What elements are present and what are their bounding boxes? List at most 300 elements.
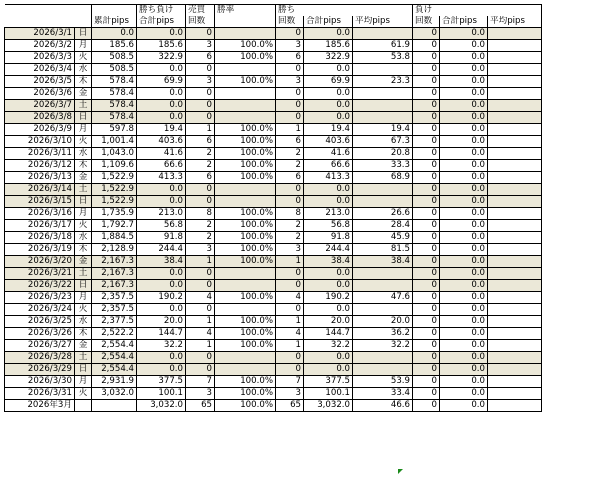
cell-net-pips[interactable]: 377.5 — [137, 376, 186, 388]
cell-loss-count[interactable]: 0 — [413, 124, 440, 136]
header-loss-group[interactable]: 負け — [413, 5, 440, 17]
cell-win-avg[interactable]: 45.9 — [353, 232, 413, 244]
cell-win-count[interactable]: 8 — [276, 208, 304, 220]
cell-win-count[interactable]: 0 — [276, 184, 304, 196]
cell-loss-total[interactable]: 0.0 — [440, 244, 488, 256]
cell-win-count[interactable]: 0 — [276, 88, 304, 100]
cell-loss-total[interactable]: 0.0 — [440, 316, 488, 328]
cell-loss-avg[interactable] — [488, 100, 542, 112]
cell-win-total[interactable]: 32.2 — [304, 340, 353, 352]
header-win-total-pips[interactable]: 合計pips — [304, 16, 353, 28]
cell-win-count[interactable]: 0 — [276, 280, 304, 292]
cell-weekday[interactable]: 水 — [75, 148, 92, 160]
cell-win-count[interactable]: 1 — [276, 316, 304, 328]
cell-winrate[interactable]: 100.0% — [215, 220, 276, 232]
cell-net-pips[interactable]: 32.2 — [137, 340, 186, 352]
cell-win-avg[interactable]: 33.4 — [353, 388, 413, 400]
cell-loss-avg[interactable] — [488, 64, 542, 76]
cell-win-total[interactable]: 0.0 — [304, 364, 353, 376]
cell-date[interactable]: 2026/3/24 — [5, 304, 75, 316]
cell-loss-total[interactable]: 0.0 — [440, 352, 488, 364]
cell-loss-total[interactable]: 0.0 — [440, 292, 488, 304]
cell-cum-pips[interactable]: 185.6 — [92, 40, 137, 52]
cell-trades[interactable]: 0 — [186, 268, 215, 280]
cell-loss-total[interactable]: 0.0 — [440, 172, 488, 184]
cell-loss-count[interactable]: 0 — [413, 340, 440, 352]
cell-win-total[interactable]: 69.9 — [304, 76, 353, 88]
cell-cum-pips[interactable]: 2,167.3 — [92, 256, 137, 268]
cell-net-pips[interactable]: 0.0 — [137, 304, 186, 316]
cell-win-total[interactable]: 41.6 — [304, 148, 353, 160]
cell-trades[interactable]: 3 — [186, 388, 215, 400]
cell-trades[interactable]: 3 — [186, 76, 215, 88]
cell-loss-total[interactable]: 0.0 — [440, 220, 488, 232]
cell-trades[interactable]: 0 — [186, 304, 215, 316]
cell-loss-avg[interactable] — [488, 280, 542, 292]
cell-loss-count[interactable]: 0 — [413, 148, 440, 160]
cell-net-pips[interactable]: 413.3 — [137, 172, 186, 184]
cell-winrate[interactable] — [215, 28, 276, 40]
cell-win-total[interactable]: 144.7 — [304, 328, 353, 340]
cell-date[interactable]: 2026/3/10 — [5, 136, 75, 148]
cell-date[interactable]: 2026/3/9 — [5, 124, 75, 136]
cell-net-pips[interactable]: 0.0 — [137, 184, 186, 196]
cell-win-avg[interactable]: 26.6 — [353, 208, 413, 220]
cell-win-count[interactable]: 3 — [276, 244, 304, 256]
cell-loss-total[interactable]: 0.0 — [440, 340, 488, 352]
cell-winrate[interactable] — [215, 88, 276, 100]
cell-net-pips[interactable]: 66.6 — [137, 160, 186, 172]
cell-net-pips[interactable]: 38.4 — [137, 256, 186, 268]
cell-date[interactable]: 2026/3/18 — [5, 232, 75, 244]
cell-win-count[interactable]: 0 — [276, 112, 304, 124]
cell-win-avg[interactable] — [353, 196, 413, 208]
cell-loss-count[interactable]: 0 — [413, 292, 440, 304]
cell-winrate[interactable]: 100.0% — [215, 148, 276, 160]
cell-win-count[interactable]: 2 — [276, 160, 304, 172]
cell-loss-count[interactable]: 0 — [413, 376, 440, 388]
cell-cum-pips[interactable]: 1,792.7 — [92, 220, 137, 232]
cell-loss-count[interactable]: 0 — [413, 196, 440, 208]
cell-cum-pips[interactable]: 578.4 — [92, 112, 137, 124]
cell-weekday[interactable]: 金 — [75, 172, 92, 184]
cell-win-total[interactable]: 403.6 — [304, 136, 353, 148]
cell-cum-pips[interactable]: 2,167.3 — [92, 280, 137, 292]
cell-win-count[interactable]: 1 — [276, 340, 304, 352]
header-trade-count[interactable]: 回数 — [186, 16, 215, 28]
header-loss-total-pips[interactable]: 合計pips — [440, 16, 488, 28]
cell-win-total[interactable]: 56.8 — [304, 220, 353, 232]
cell-net-pips[interactable]: 0.0 — [137, 88, 186, 100]
cell-weekday[interactable]: 木 — [75, 328, 92, 340]
cell-date[interactable]: 2026/3/2 — [5, 40, 75, 52]
cell-win-count[interactable]: 3 — [276, 388, 304, 400]
cell-win-avg[interactable] — [353, 268, 413, 280]
cell-loss-count[interactable]: 0 — [413, 160, 440, 172]
cell-cum-pips[interactable]: 2,377.5 — [92, 316, 137, 328]
cell-win-count[interactable]: 0 — [276, 304, 304, 316]
cell-date[interactable]: 2026/3/30 — [5, 376, 75, 388]
cell-win-total[interactable]: 322.9 — [304, 52, 353, 64]
cell-loss-avg[interactable] — [488, 28, 542, 40]
cell-date[interactable]: 2026/3/8 — [5, 112, 75, 124]
cell-win-avg[interactable] — [353, 28, 413, 40]
cell-trades[interactable]: 4 — [186, 328, 215, 340]
cell-loss-count[interactable]: 0 — [413, 232, 440, 244]
cell-cum-pips[interactable]: 2,167.3 — [92, 268, 137, 280]
cell-win-count[interactable]: 3 — [276, 40, 304, 52]
cell-winrate[interactable]: 100.0% — [215, 340, 276, 352]
cell-trades[interactable]: 1 — [186, 316, 215, 328]
cell-date[interactable]: 2026/3/7 — [5, 100, 75, 112]
cell-win-count[interactable]: 0 — [276, 100, 304, 112]
cell-cum-pips[interactable]: 2,554.4 — [92, 352, 137, 364]
cell-loss-count[interactable]: 0 — [413, 136, 440, 148]
cell-winrate[interactable]: 100.0% — [215, 160, 276, 172]
cell-win-avg[interactable] — [353, 304, 413, 316]
cell-loss-total[interactable]: 0.0 — [440, 376, 488, 388]
cell-net-pips[interactable]: 20.0 — [137, 316, 186, 328]
cell-weekday[interactable]: 日 — [75, 28, 92, 40]
cell-win-total[interactable]: 0.0 — [304, 112, 353, 124]
cell-date[interactable]: 2026/3/20 — [5, 256, 75, 268]
cell-net-pips[interactable]: 19.4 — [137, 124, 186, 136]
cell-net-pips[interactable]: 0.0 — [137, 112, 186, 124]
cell-loss-count[interactable]: 0 — [413, 100, 440, 112]
cell-loss-avg[interactable] — [488, 124, 542, 136]
cell-trades[interactable]: 0 — [186, 88, 215, 100]
cell-winrate[interactable]: 100.0% — [215, 376, 276, 388]
cell-trades[interactable]: 2 — [186, 148, 215, 160]
cell-cum-pips[interactable]: 1,001.4 — [92, 136, 137, 148]
cell-net-pips[interactable]: 144.7 — [137, 328, 186, 340]
cell-win-count[interactable]: 4 — [276, 292, 304, 304]
cell-win-avg[interactable]: 33.3 — [353, 160, 413, 172]
cell-loss-avg[interactable] — [488, 268, 542, 280]
cell-winrate[interactable]: 100.0% — [215, 232, 276, 244]
cell-date[interactable]: 2026/3/12 — [5, 160, 75, 172]
cell-loss-avg[interactable] — [488, 88, 542, 100]
cell-win-avg[interactable]: 32.2 — [353, 340, 413, 352]
cell-winrate[interactable] — [215, 184, 276, 196]
cell-win-avg[interactable] — [353, 352, 413, 364]
cell-cum-pips[interactable]: 508.5 — [92, 64, 137, 76]
cell-net-pips[interactable]: 0.0 — [137, 268, 186, 280]
cell-loss-avg[interactable] — [488, 376, 542, 388]
cell-win-total[interactable]: 0.0 — [304, 268, 353, 280]
cell-win-avg[interactable]: 23.3 — [353, 76, 413, 88]
cell-loss-count[interactable]: 0 — [413, 328, 440, 340]
cell-cum-pips[interactable]: 508.5 — [92, 52, 137, 64]
cell-win-count[interactable]: 0 — [276, 28, 304, 40]
cell-loss-total[interactable]: 0.0 — [440, 136, 488, 148]
cell-date[interactable]: 2026/3/29 — [5, 364, 75, 376]
cell-date[interactable]: 2026/3/28 — [5, 352, 75, 364]
cell-trades[interactable]: 0 — [186, 280, 215, 292]
cell-trades[interactable]: 0 — [186, 196, 215, 208]
cell-win-count[interactable]: 6 — [276, 136, 304, 148]
cell-loss-count[interactable]: 0 — [413, 388, 440, 400]
cell-winrate[interactable]: 100.0% — [215, 292, 276, 304]
total-loss-avg[interactable] — [488, 400, 542, 412]
cell-date[interactable]: 2026/3/1 — [5, 28, 75, 40]
cell-loss-avg[interactable] — [488, 244, 542, 256]
cell-cum-pips[interactable]: 1,522.9 — [92, 184, 137, 196]
cell-net-pips[interactable]: 69.9 — [137, 76, 186, 88]
cell-cum-pips[interactable]: 2,931.9 — [92, 376, 137, 388]
cell-win-total[interactable]: 66.6 — [304, 160, 353, 172]
cell-loss-avg[interactable] — [488, 388, 542, 400]
cell-date[interactable]: 2026/3/19 — [5, 244, 75, 256]
cell-loss-total[interactable]: 0.0 — [440, 52, 488, 64]
cell-loss-avg[interactable] — [488, 148, 542, 160]
cell-win-count[interactable]: 0 — [276, 364, 304, 376]
cell-loss-total[interactable]: 0.0 — [440, 304, 488, 316]
cell-date[interactable]: 2026/3/31 — [5, 388, 75, 400]
cell-weekday[interactable]: 日 — [75, 112, 92, 124]
cell-trades[interactable]: 6 — [186, 52, 215, 64]
cell-weekday[interactable]: 月 — [75, 40, 92, 52]
cell-loss-total[interactable]: 0.0 — [440, 184, 488, 196]
cell-winrate[interactable]: 100.0% — [215, 40, 276, 52]
cell-loss-avg[interactable] — [488, 172, 542, 184]
cell-cum-pips[interactable]: 1,522.9 — [92, 196, 137, 208]
cell-loss-avg[interactable] — [488, 316, 542, 328]
cell-net-pips[interactable]: 0.0 — [137, 196, 186, 208]
cell-win-total[interactable]: 244.4 — [304, 244, 353, 256]
cell-loss-avg[interactable] — [488, 112, 542, 124]
cell-loss-count[interactable]: 0 — [413, 304, 440, 316]
cell-loss-total[interactable]: 0.0 — [440, 28, 488, 40]
cell-date[interactable]: 2026/3/22 — [5, 280, 75, 292]
cell-winrate[interactable] — [215, 112, 276, 124]
header-win-avg-pips[interactable]: 平均pips — [353, 16, 413, 28]
cell-trades[interactable]: 7 — [186, 376, 215, 388]
cell-win-count[interactable]: 6 — [276, 172, 304, 184]
cell-win-avg[interactable]: 47.6 — [353, 292, 413, 304]
cell-net-pips[interactable]: 0.0 — [137, 364, 186, 376]
cell-weekday[interactable]: 日 — [75, 196, 92, 208]
cell-win-avg[interactable]: 61.9 — [353, 40, 413, 52]
cell-winrate[interactable] — [215, 100, 276, 112]
cell-winrate[interactable] — [215, 268, 276, 280]
cell-win-total[interactable]: 19.4 — [304, 124, 353, 136]
cell-weekday[interactable]: 金 — [75, 256, 92, 268]
cell-win-count[interactable]: 2 — [276, 148, 304, 160]
cell-trades[interactable]: 4 — [186, 292, 215, 304]
cell-win-total[interactable]: 0.0 — [304, 196, 353, 208]
cell-winrate[interactable]: 100.0% — [215, 256, 276, 268]
cell-loss-avg[interactable] — [488, 136, 542, 148]
cell-date[interactable]: 2026/3/15 — [5, 196, 75, 208]
cell-weekday[interactable]: 月 — [75, 292, 92, 304]
cell-trades[interactable]: 6 — [186, 136, 215, 148]
cell-weekday[interactable]: 火 — [75, 52, 92, 64]
cell-loss-avg[interactable] — [488, 256, 542, 268]
cell-win-avg[interactable]: 81.5 — [353, 244, 413, 256]
cell-win-count[interactable]: 4 — [276, 328, 304, 340]
cell-date[interactable]: 2026/3/25 — [5, 316, 75, 328]
cell-loss-total[interactable]: 0.0 — [440, 268, 488, 280]
cell-trades[interactable]: 3 — [186, 244, 215, 256]
cell-cum-pips[interactable]: 1,735.9 — [92, 208, 137, 220]
cell-loss-avg[interactable] — [488, 352, 542, 364]
cell-net-pips[interactable]: 41.6 — [137, 148, 186, 160]
cell-cum-pips[interactable]: 1,884.5 — [92, 232, 137, 244]
cell-win-avg[interactable] — [353, 88, 413, 100]
cell-trades[interactable]: 0 — [186, 352, 215, 364]
cell-win-avg[interactable]: 67.3 — [353, 136, 413, 148]
cell-weekday[interactable]: 水 — [75, 232, 92, 244]
total-cum[interactable] — [92, 400, 137, 412]
cell-win-avg[interactable] — [353, 364, 413, 376]
cell-winrate[interactable]: 100.0% — [215, 244, 276, 256]
cell-win-avg[interactable] — [353, 280, 413, 292]
header-net-total-pips[interactable]: 合計pips — [137, 16, 186, 28]
cell-trades[interactable]: 6 — [186, 172, 215, 184]
cell-loss-total[interactable]: 0.0 — [440, 256, 488, 268]
cell-loss-avg[interactable] — [488, 328, 542, 340]
cell-weekday[interactable]: 火 — [75, 136, 92, 148]
cell-win-avg[interactable]: 36.2 — [353, 328, 413, 340]
cell-win-total[interactable]: 0.0 — [304, 28, 353, 40]
cell-win-avg[interactable] — [353, 184, 413, 196]
cell-cum-pips[interactable]: 2,128.9 — [92, 244, 137, 256]
cell-trades[interactable]: 0 — [186, 28, 215, 40]
cell-win-total[interactable]: 100.1 — [304, 388, 353, 400]
cell-winrate[interactable] — [215, 280, 276, 292]
cell-loss-count[interactable]: 0 — [413, 172, 440, 184]
cell-win-avg[interactable]: 19.4 — [353, 124, 413, 136]
cell-win-total[interactable]: 0.0 — [304, 64, 353, 76]
total-month-label[interactable]: 2026年3月 — [5, 400, 75, 412]
cell-loss-avg[interactable] — [488, 40, 542, 52]
cell-trades[interactable]: 1 — [186, 124, 215, 136]
cell-loss-total[interactable]: 0.0 — [440, 232, 488, 244]
cell-win-avg[interactable]: 53.9 — [353, 376, 413, 388]
cell-date[interactable]: 2026/3/27 — [5, 340, 75, 352]
cell-winrate[interactable] — [215, 64, 276, 76]
cell-loss-count[interactable]: 0 — [413, 28, 440, 40]
cell-loss-count[interactable]: 0 — [413, 268, 440, 280]
cell-weekday[interactable]: 月 — [75, 376, 92, 388]
cell-loss-avg[interactable] — [488, 160, 542, 172]
cell-win-avg[interactable] — [353, 64, 413, 76]
cell-win-total[interactable]: 413.3 — [304, 172, 353, 184]
cell-weekday[interactable]: 月 — [75, 208, 92, 220]
cell-net-pips[interactable]: 190.2 — [137, 292, 186, 304]
cell-winrate[interactable]: 100.0% — [215, 172, 276, 184]
cell-net-pips[interactable]: 0.0 — [137, 280, 186, 292]
cell-loss-count[interactable]: 0 — [413, 208, 440, 220]
cell-trades[interactable]: 2 — [186, 220, 215, 232]
cell-win-total[interactable]: 185.6 — [304, 40, 353, 52]
cell-win-avg[interactable]: 38.4 — [353, 256, 413, 268]
cell-winrate[interactable] — [215, 364, 276, 376]
total-weekday[interactable] — [75, 400, 92, 412]
cell-weekday[interactable]: 火 — [75, 304, 92, 316]
cell-winrate[interactable] — [215, 304, 276, 316]
cell-cum-pips[interactable]: 597.8 — [92, 124, 137, 136]
cell-win-total[interactable]: 0.0 — [304, 352, 353, 364]
cell-loss-total[interactable]: 0.0 — [440, 160, 488, 172]
cell-trades[interactable]: 0 — [186, 184, 215, 196]
cell-net-pips[interactable]: 244.4 — [137, 244, 186, 256]
cell-win-count[interactable]: 2 — [276, 220, 304, 232]
header-win-group[interactable]: 勝ち — [276, 5, 304, 17]
cell-win-total[interactable]: 0.0 — [304, 304, 353, 316]
cell-date[interactable]: 2026/3/14 — [5, 184, 75, 196]
cell-loss-total[interactable]: 0.0 — [440, 388, 488, 400]
total-win-avg[interactable]: 46.6 — [353, 400, 413, 412]
cell-loss-count[interactable]: 0 — [413, 316, 440, 328]
cell-win-avg[interactable]: 68.9 — [353, 172, 413, 184]
total-loss-total[interactable]: 0.0 — [440, 400, 488, 412]
cell-cum-pips[interactable]: 1,109.6 — [92, 160, 137, 172]
cell-date[interactable]: 2026/3/3 — [5, 52, 75, 64]
header-trades[interactable]: 売買 — [186, 5, 215, 17]
cell-net-pips[interactable]: 0.0 — [137, 100, 186, 112]
cell-cum-pips[interactable]: 578.4 — [92, 76, 137, 88]
cell-date[interactable]: 2026/3/21 — [5, 268, 75, 280]
cell-weekday[interactable]: 金 — [75, 88, 92, 100]
cell-win-total[interactable]: 0.0 — [304, 184, 353, 196]
cell-cum-pips[interactable]: 3,032.0 — [92, 388, 137, 400]
cell-win-count[interactable]: 2 — [276, 232, 304, 244]
cell-weekday[interactable]: 火 — [75, 220, 92, 232]
cell-loss-count[interactable]: 0 — [413, 280, 440, 292]
cell-win-total[interactable]: 38.4 — [304, 256, 353, 268]
total-win-total[interactable]: 3,032.0 — [304, 400, 353, 412]
cell-win-avg[interactable]: 20.8 — [353, 148, 413, 160]
cell-win-avg[interactable] — [353, 100, 413, 112]
cell-net-pips[interactable]: 0.0 — [137, 28, 186, 40]
cell-loss-avg[interactable] — [488, 232, 542, 244]
cell-weekday[interactable]: 水 — [75, 64, 92, 76]
total-win-count[interactable]: 65 — [276, 400, 304, 412]
cell-loss-avg[interactable] — [488, 364, 542, 376]
cell-cum-pips[interactable]: 2,357.5 — [92, 304, 137, 316]
cell-winrate[interactable]: 100.0% — [215, 124, 276, 136]
cell-loss-count[interactable]: 0 — [413, 40, 440, 52]
cell-win-count[interactable]: 0 — [276, 64, 304, 76]
cell-cum-pips[interactable]: 2,357.5 — [92, 292, 137, 304]
cell-loss-count[interactable]: 0 — [413, 112, 440, 124]
cell-loss-count[interactable]: 0 — [413, 88, 440, 100]
cell-win-count[interactable]: 6 — [276, 52, 304, 64]
cell-loss-avg[interactable] — [488, 76, 542, 88]
cell-cum-pips[interactable]: 578.4 — [92, 88, 137, 100]
cell-win-avg[interactable]: 53.8 — [353, 52, 413, 64]
cell-loss-avg[interactable] — [488, 184, 542, 196]
cell-winrate[interactable]: 100.0% — [215, 388, 276, 400]
cell-cum-pips[interactable]: 578.4 — [92, 100, 137, 112]
header-win-count[interactable]: 回数 — [276, 16, 304, 28]
cell-win-count[interactable]: 3 — [276, 76, 304, 88]
total-winrate[interactable]: 100.0% — [215, 400, 276, 412]
cell-loss-total[interactable]: 0.0 — [440, 64, 488, 76]
cell-winrate[interactable]: 100.0% — [215, 328, 276, 340]
cell-weekday[interactable]: 木 — [75, 244, 92, 256]
cell-weekday[interactable]: 土 — [75, 100, 92, 112]
cell-winrate[interactable] — [215, 196, 276, 208]
cell-cum-pips[interactable]: 1,522.9 — [92, 172, 137, 184]
cell-trades[interactable]: 1 — [186, 340, 215, 352]
cell-trades[interactable]: 0 — [186, 100, 215, 112]
cell-winrate[interactable]: 100.0% — [215, 316, 276, 328]
header-cum-pips[interactable]: 累計pips — [92, 16, 137, 28]
header-net-wl[interactable]: 勝ち負け — [137, 5, 186, 17]
